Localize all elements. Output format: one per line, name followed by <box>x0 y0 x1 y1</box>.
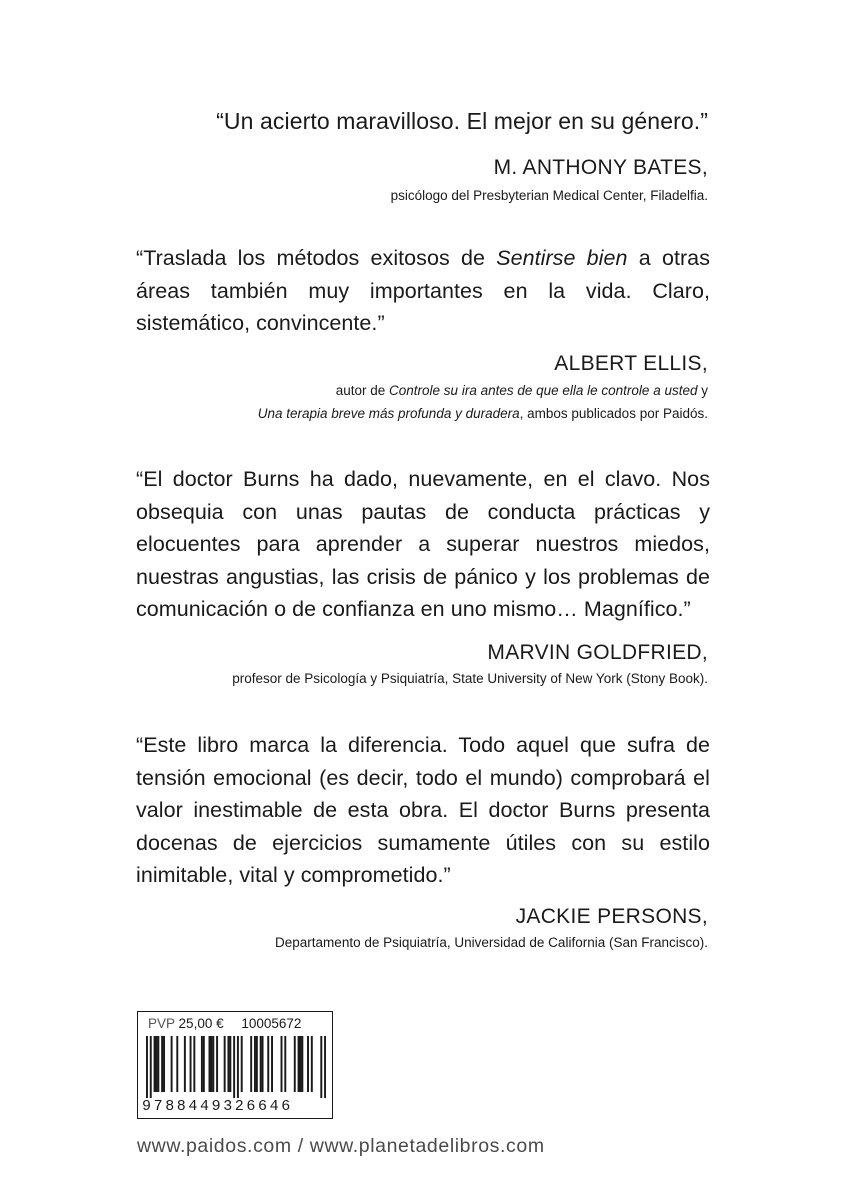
barcode-bar <box>260 1036 262 1092</box>
quote-2-book-title: Sentirse bien <box>496 246 628 270</box>
barcode-box <box>137 1011 333 1119</box>
barcode-bar <box>210 1036 212 1092</box>
quote-1-author: M. ANTHONY BATES, <box>493 156 708 179</box>
barcode-bar <box>301 1036 303 1092</box>
pvp-label: PVP <box>148 1016 175 1031</box>
barcode-bar <box>281 1036 283 1092</box>
quote-1-affiliation: psicólogo del Presbyterian Medical Center, Filadelfia. <box>390 188 708 203</box>
quote-1-text: “Un acierto maravilloso. El mejor en su género.” <box>216 108 708 134</box>
quote-2-text: “Traslada los métodos exitosos de Sentirse bien a otras áreas también muy importantes en la vida. Claro, sistemático, convincente.” <box>136 246 710 335</box>
barcode-bar <box>155 1036 157 1092</box>
barcode-bar <box>209 1036 211 1092</box>
barcode-bar <box>163 1036 165 1092</box>
barcode-bar <box>157 1036 159 1092</box>
quote-3-text: “El doctor Burns ha dado, nuevamente, en el clavo. Nos obsequia con unas pautas de conducta prácticas y elocuentes para aprender a superar nuestros miedos, nuestras angustias, las crisis de pánico y los problemas de comunicación o de confianza en uno mismo… Magnífico.” <box>136 467 710 621</box>
barcode-bar <box>299 1036 301 1092</box>
quote-2-affiliation-line1: autor de Controle su ira antes de que ella le controle a usted y <box>335 383 708 398</box>
quote-2-affiliation-line2: Una terapia breve más profunda y duradera, ambos publicados por Paidós. <box>257 406 708 421</box>
barcode-bar <box>203 1036 205 1092</box>
barcode-bar <box>320 1036 322 1098</box>
barcode-bar <box>193 1036 195 1092</box>
barcode-bar <box>271 1036 273 1092</box>
quote-4-affiliation: Departamento de Psiquiatría, Universidad de California (San Francisco). <box>275 935 708 950</box>
product-code: 10005672 <box>241 1016 302 1031</box>
barcode-bar <box>154 1036 156 1092</box>
barcode-bar <box>150 1036 152 1098</box>
publisher-urls: www.paidos.com / www.planetadelibros.com <box>137 1135 545 1157</box>
barcode-bar <box>184 1036 186 1092</box>
barcode-bar <box>146 1036 148 1098</box>
quote-4 <box>136 729 710 892</box>
quote-3-affiliation: profesor de Psicología y Psiquiatría, State University of New York (Stony Book). <box>232 671 708 686</box>
barcode-bar <box>212 1036 214 1092</box>
barcode-bar <box>190 1036 192 1092</box>
barcode-bar <box>241 1036 243 1092</box>
barcode-bar <box>284 1036 286 1092</box>
barcode-bar <box>216 1036 218 1092</box>
price: 25,00 € <box>178 1016 224 1031</box>
barcode-bar <box>256 1036 258 1092</box>
quote-2 <box>136 242 710 340</box>
barcode-bar <box>294 1036 296 1092</box>
quote-2-author: ALBERT ELLIS, <box>554 352 708 375</box>
barcode-bar <box>227 1036 229 1092</box>
barcode-bar <box>161 1036 163 1092</box>
barcode-bar <box>237 1036 239 1098</box>
price-row <box>148 1016 301 1031</box>
quote-4-author: JACKIE PERSONS, <box>515 905 708 928</box>
barcode-bar <box>224 1036 226 1092</box>
barcode-bar <box>250 1036 252 1092</box>
barcode-bar <box>262 1036 264 1092</box>
barcode-bar <box>267 1036 269 1092</box>
barcode-bar <box>324 1036 326 1098</box>
barcode-bar <box>307 1036 309 1092</box>
quote-4-text: “Este libro marca la diferencia. Todo aquel que sufra de tensión emocional (es decir, todo el mundo) comprobará el valor inestimable de esta obra. El doctor Burns presenta docenas de ejercicios sumamente útiles con su estilo inimitable, vital y comprometido.” <box>136 733 710 887</box>
quote-3-author: MARVIN GOLDFRIED, <box>487 641 708 664</box>
barcode-bars <box>146 1036 326 1098</box>
isbn-number: 9788449326646 <box>142 1098 293 1115</box>
quote-3 <box>136 463 710 626</box>
barcode-bar <box>201 1036 203 1092</box>
barcode-bar <box>311 1036 313 1092</box>
quote-1 <box>216 108 708 135</box>
barcode-bar <box>233 1036 235 1098</box>
barcode-bar <box>176 1036 178 1092</box>
barcode-bar <box>229 1036 231 1092</box>
barcode-bar <box>298 1036 300 1092</box>
barcode-bar <box>254 1036 256 1092</box>
barcode-bar <box>171 1036 173 1092</box>
